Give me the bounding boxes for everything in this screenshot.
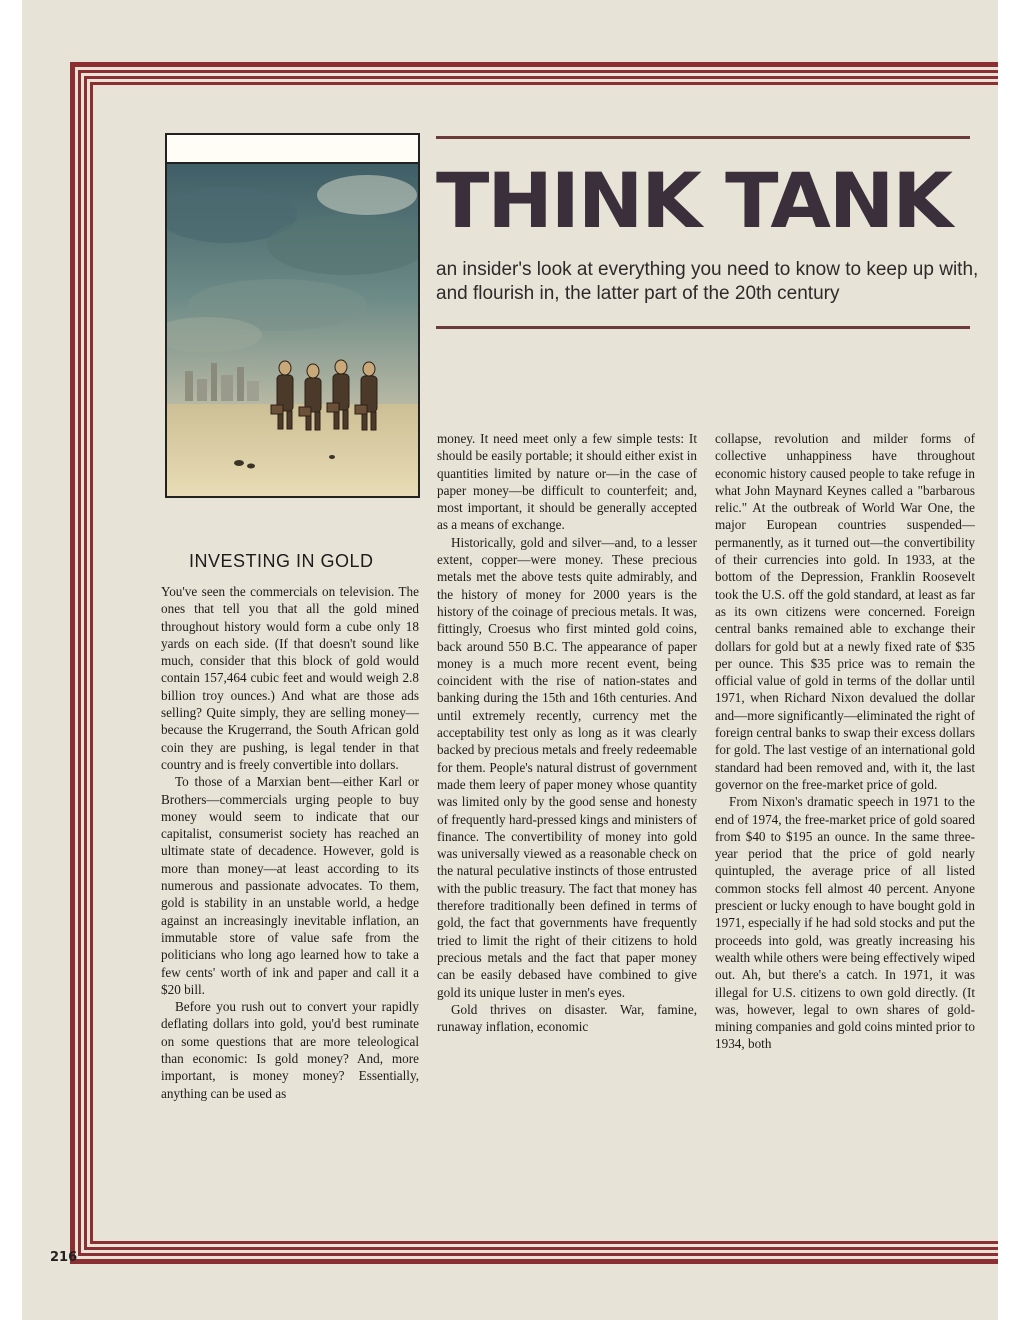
paragraph: Before you rush out to convert your rapidly deflating dollars into gold, you'd best ruminate on some questions that are more teleological than economic: Is gold money? And, more important, is money money? Essentially, anything can be used as: [161, 999, 419, 1101]
paragraph: money. It need meet only a few simple tests: It should be easily portable; it should either exist in quantities limited by nature or—in the case of paper money—be difficult to counterfeit; and, most important, it should be generally accepted as a means of exchange.: [437, 431, 697, 533]
article-column-1: [161, 583, 419, 1102]
title-top-rule: [436, 136, 970, 139]
bottom-border-rule-3: [84, 1247, 998, 1250]
section-heading: INVESTING IN GOLD: [189, 551, 374, 571]
top-border-rule-3: [84, 76, 998, 79]
left-border-rule-3: [84, 76, 87, 1250]
page-title: THINK TANK: [436, 156, 951, 245]
top-border-rule-inner: [90, 82, 998, 85]
paragraph: Gold thrives on disaster. War, famine, runaway inflation, economic: [437, 1001, 697, 1035]
left-border-rule-outer: [70, 62, 75, 1264]
page-number: 216: [50, 1250, 78, 1265]
magazine-page: [22, 0, 998, 1320]
paragraph: collapse, revolution and milder forms of collective unhappiness have throughout economic history caused people to take refuge in what John Maynard Keynes called a "barbarous relic." At the outbreak of World War One, the major European countries suspended—permanently, as it turned out—the convertibility of their currencies into gold. In 1933, at the bottom of the Depression, Franklin Roosevelt took the U.S. off the gold standard, at least as far as its own citizens were concerned. Foreign central banks remained able to exchange their dollars for gold but at a newly fixed rate of $35 per ounce. This $35 price was to remain the official value of gold in terms of the dollar until 1971, when Richard Nixon devalued the dollar and—more significantly—eliminated the right of foreign central banks to swap their excess dollars for gold. The last vestige of an international gold standard had been removed and, with it, the last governor on the free-market price of gold.: [715, 431, 975, 792]
article-column-2: [437, 430, 697, 1035]
page-subtitle: an insider's look at everything you need to know to keep up with, and flourish in, the latter part of the 20th century: [436, 259, 979, 304]
paragraph: From Nixon's dramatic speech in 1971 to the end of 1974, the free-market price of gold soared from $40 to $195 an ounce. In the same three-year period that the price of gold nearly quintupled, the average price of all listed common stocks fell almost 40 percent. Anyone prescient or lucky enough to have bought gold in 1971, especially if he had sold stocks and put the proceeds into gold, was greatly increasing his wealth while others were being effectively wiped out. Ah, but there's a catch. In 1971, it was illegal for U.S. citizens to own gold directly. (It was, however, legal to own shares of gold-mining companies and gold coins minted prior to 1934, both: [715, 794, 975, 1052]
top-border-rule-outer: [70, 62, 998, 67]
title-bottom-rule: [436, 326, 970, 329]
top-border-rule-2: [78, 70, 998, 73]
left-border-rule-inner: [90, 82, 93, 1244]
left-border-rule-2: [78, 70, 81, 1256]
paragraph: To those of a Marxian bent—either Karl or Brothers—commercials urging people to buy money would seem to indicate that our capitalist, consumerist society has reached an ultimate state of decadence. However, gold is more than money—at least according to its numerous and passionate advocates. To them, gold is stability in an unstable world, a hedge against an increasingly inevitable inflation, an immutable store of value safe from the politicians who long ago learned how to take a few cents' worth of ink and paper and call it a $20 bill.: [161, 774, 419, 997]
article-column-3: [715, 430, 975, 1053]
paragraph: You've seen the commercials on television. The ones that tell you that all the gold mined throughout history would form a cube only 18 yards on each side. (If that doesn't sound like much, consider that this block of gold would contain 157,464 cubic feet and would weigh 2.8 billion troy ounces.) And what are those ads selling? Quite simply, they are selling money—because the Krugerrand, the South African gold coin they are pushing, is legal tender in that country and is freely convertible into dollars.: [161, 584, 419, 772]
paragraph: Historically, gold and silver—and, to a lesser extent, copper—were money. These precious metals met the above tests quite admirably, and the history of money for 2000 years is the history of the coinage of precious metals. It was, fittingly, Croesus who first minted gold coins, back around 550 B.C. The appearance of paper money is a much more recent event, being coincident with the rise of nation-states and banking during the 15th and 16th centuries. And until extremely recently, currency met the acceptability test only as long as it was clearly backed by precious metals and freely redeemable for them. People's natural distrust of government made them leery of paper money whose quantity was limited only by the good sense and honesty of frequently hard-pressed kings and ministers of finance. The convertibility of money into gold was universally viewed as a reasonable check on the natural peculative instincts of those entrusted with the public treasury. The fact that money has therefore traditionally been defined in terms of gold, the fact that governments have frequently tried to limit the right of their citizens to hold precious metals and the fact that paper money can be easily debased have combined to give gold its unique luster in men's eyes.: [437, 534, 697, 1000]
bottom-border-rule-2: [78, 1253, 998, 1256]
four-men-with-briefcases-illustration: [165, 133, 420, 498]
bottom-border-rule-outer: [70, 1259, 998, 1264]
bottom-border-rule-inner: [90, 1241, 998, 1244]
